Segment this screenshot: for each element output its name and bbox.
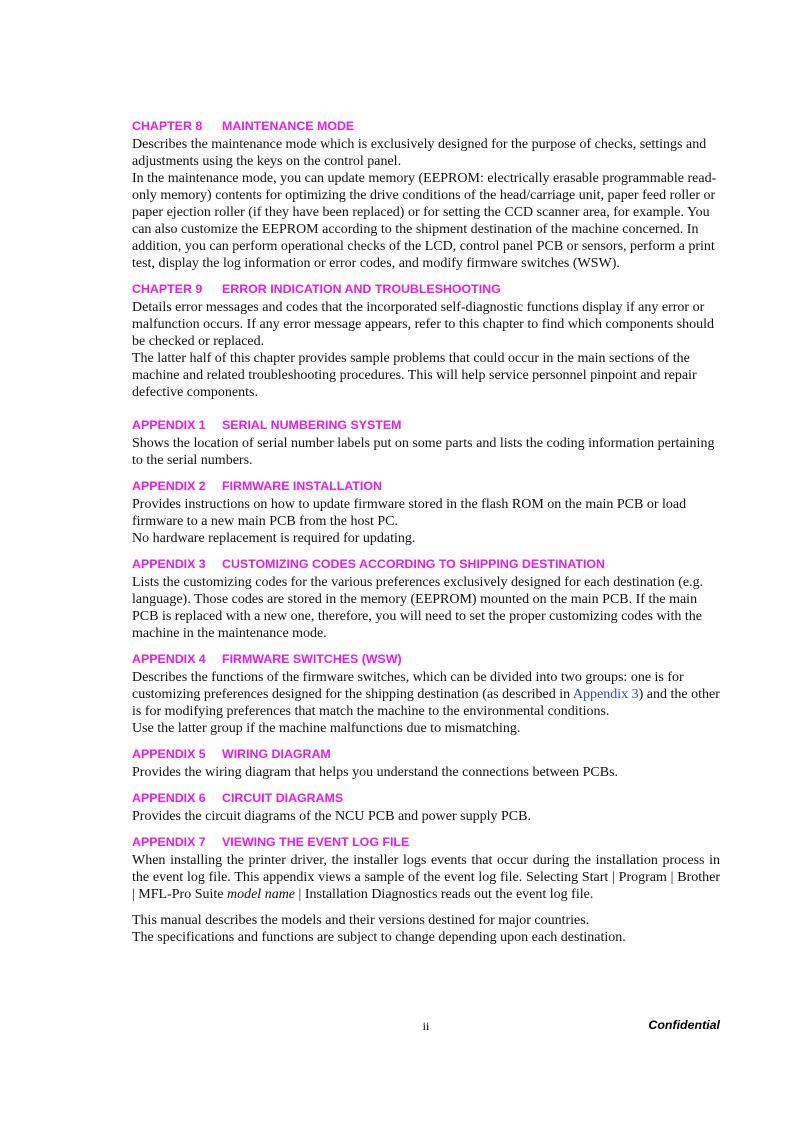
section-heading: CHAPTER 9 ERROR INDICATION AND TROUBLESHOOTING <box>132 282 501 296</box>
section-appendix-4 <box>132 651 720 737</box>
section-chapter-8 <box>132 118 720 272</box>
paragraph: Describes the functions of the firmware switches, which can be divided into two groups: one is for customizing preferences designed for the shipping destination (as described in Appendix 3) and the other is for modifying preferences that match the machine to the environmental conditions. <box>132 670 720 719</box>
closing-note <box>132 912 720 946</box>
section-heading: APPENDIX 6 CIRCUIT DIAGRAMS <box>132 791 344 805</box>
section-body <box>132 574 720 642</box>
section-appendix-1 <box>132 417 720 469</box>
confidential-label: Confidential <box>648 1018 720 1032</box>
paragraph: Describes the maintenance mode which is exclusively designed for the purpose of checks, settings and adjustments using the keys on the control panel. <box>132 137 707 169</box>
page-number: ii <box>422 1019 430 1033</box>
section-body <box>132 299 720 401</box>
paragraph: When installing the printer driver, the installer logs events that occur during the installation process in the event log file. This appendix views a sample of the event log file. Selecting Start | Program | Brother | MFL-Pro Suite model name | Installation Diagnostics reads out the event log file. <box>132 853 720 902</box>
section-appendix-7 <box>132 834 720 903</box>
paragraph: In the maintenance mode, you can update memory (EEPROM: electrically erasable programmable read-only memory) contents for optimizing the drive conditions of the head/carriage unit, paper feed roller or paper ejection roller (if they have been replaced) or for setting the CCD scanner area, for example. You can also customize the EEPROM according to the shipment destination of the machine concerned. In addition, you can perform operational checks of the LCD, control panel PCB or sensors, perform a print test, display the log information or error codes, and modify firmware switches (WSW). <box>132 171 717 271</box>
section-heading: CHAPTER 8 MAINTENANCE MODE <box>132 119 355 133</box>
section-body <box>132 496 720 547</box>
section-appendix-6 <box>132 790 720 825</box>
section-body <box>132 808 720 825</box>
section-body <box>132 764 720 781</box>
section-body <box>132 669 720 737</box>
paragraph: Provides instructions on how to update firmware stored in the flash ROM on the main PCB or load firmware to a new main PCB from the host PC. <box>132 497 687 529</box>
section-body <box>132 435 720 469</box>
section-body <box>132 852 720 903</box>
paragraph: No hardware replacement is required for updating. <box>132 531 416 546</box>
section-heading: APPENDIX 2 FIRMWARE INSTALLATION <box>132 479 382 493</box>
section-appendix-3 <box>132 556 720 642</box>
paragraph: Provides the wiring diagram that helps you understand the connections between PCBs. <box>132 765 619 780</box>
paragraph: Shows the location of serial number labels put on some parts and lists the coding information pertaining to the serial numbers. <box>132 436 715 468</box>
paragraph: Lists the customizing codes for the various preferences exclusively designed for each destination (e.g. language). Those codes are stored in the memory (EEPROM) mounted on the main PCB. If the main PCB is replaced with a new one, therefore, you will need to set the proper customizing codes with the machine in the maintenance mode. <box>132 575 704 641</box>
paragraph: This manual describes the models and their versions destined for major countries. <box>132 913 590 928</box>
paragraph: The latter half of this chapter provides sample problems that could occur in the main sections of the machine and related troubleshooting procedures. This will help service personnel pinpoint and repair defective components. <box>132 351 697 400</box>
section-heading: APPENDIX 4 FIRMWARE SWITCHES (WSW) <box>132 652 402 666</box>
section-heading: APPENDIX 3 CUSTOMIZING CODES ACCORDING TO SHIPPING DESTINATION <box>132 557 605 571</box>
paragraph: Use the latter group if the machine malfunctions due to mismatching. <box>132 721 521 736</box>
appendix-3-link[interactable]: Appendix 3 <box>572 687 639 702</box>
section-appendix-2 <box>132 478 720 547</box>
section-body <box>132 136 720 272</box>
section-heading: APPENDIX 7 VIEWING THE EVENT LOG FILE <box>132 835 410 849</box>
document-body <box>132 118 720 946</box>
paragraph: Details error messages and codes that the incorporated self-diagnostic functions display if any error or malfunction occurs. If any error message appears, refer to this chapter to find which components should be checked or replaced. <box>132 300 714 349</box>
section-chapter-9 <box>132 281 720 401</box>
section-heading: APPENDIX 5 WIRING DIAGRAM <box>132 747 331 761</box>
section-appendix-5 <box>132 746 720 781</box>
page-footer <box>132 1018 720 1036</box>
section-heading: APPENDIX 1 SERIAL NUMBERING SYSTEM <box>132 418 402 432</box>
paragraph: The specifications and functions are subject to change depending upon each destination. <box>132 930 626 945</box>
paragraph: Provides the circuit diagrams of the NCU PCB and power supply PCB. <box>132 809 531 824</box>
